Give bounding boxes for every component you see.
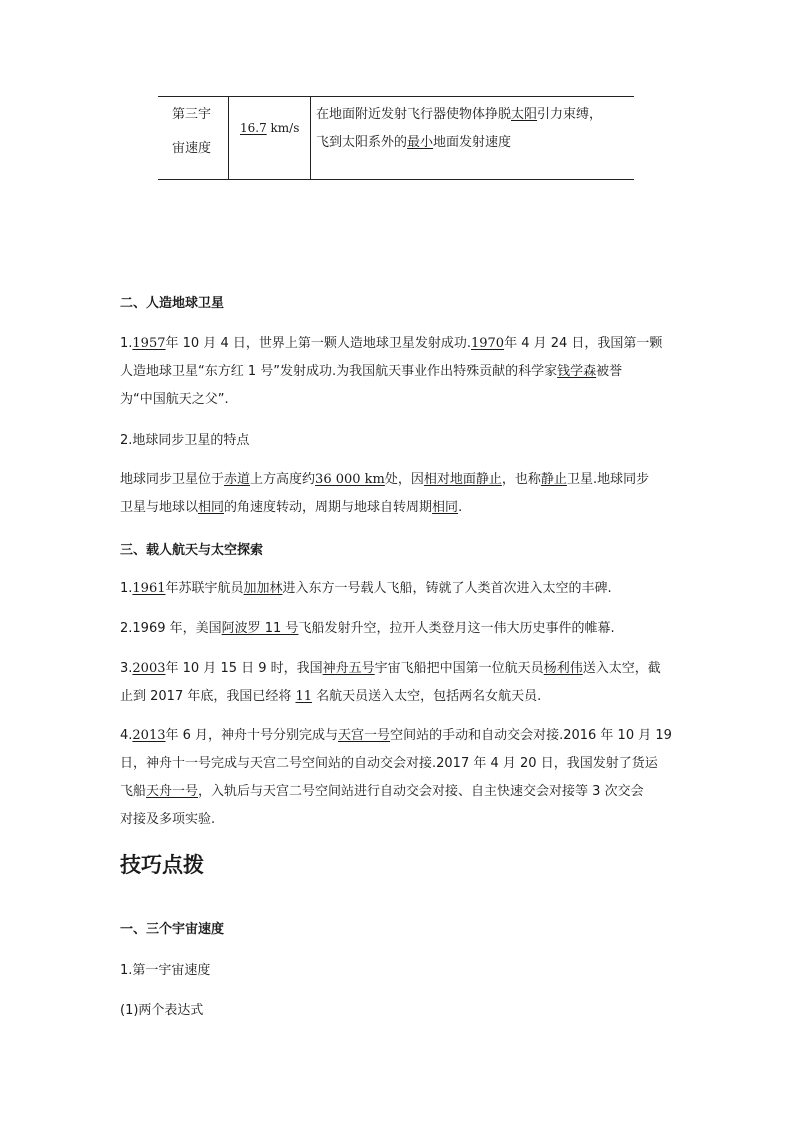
paragraph-sync-title: 2.地球同步卫星的特点 bbox=[120, 433, 250, 448]
tips-heading: 技巧点拨 bbox=[120, 853, 204, 877]
cell-name-line2: 宙速度 bbox=[172, 141, 212, 156]
paragraph-1957-line2: 人造地球卫星“东方红 1 号”发射成功.为我国航天事业作出特殊贡献的科学家钱学森被誉 bbox=[120, 364, 623, 379]
paragraph-2013-line3: 飞船天舟一号，入轨后与天宫二号空间站进行自动交会对接、自主快速交会对接等 3 次交会 bbox=[120, 784, 644, 799]
table-cell-value bbox=[228, 97, 311, 179]
tips-item-first-velocity: 1.第一宇宙速度 bbox=[120, 963, 211, 978]
description-line1: 在地面附近发射飞行器使物体挣脱太阳引力束缚， bbox=[316, 107, 603, 122]
section-heading-space: 三、载人航天与太空探索 bbox=[120, 543, 264, 558]
paragraph-2003-line1: 3.2003年 10 月 15 日 9 时，我国神舟五号宇宙飞船把中国第一位航天员杨利伟送入太空，截 bbox=[120, 661, 661, 676]
paragraph-1969: 2.1969 年，美国阿波罗 11 号飞船发射升空，拉开人类登月这一伟大历史事件的帷幕. bbox=[120, 621, 615, 636]
cell-value: 16.7 km/s bbox=[240, 121, 300, 135]
tips-subheading-velocities: 一、三个宇宙速度 bbox=[120, 922, 225, 937]
paragraph-sync-line2: 卫星与地球以相同的角速度转动，周期与地球自转周期相同. bbox=[120, 500, 463, 515]
tips-item-expressions: (1)两个表达式 bbox=[120, 1003, 204, 1018]
description-line2: 飞到太阳系外的最小地面发射速度 bbox=[316, 135, 512, 150]
velocity-table bbox=[158, 96, 634, 180]
table-cell-description bbox=[310, 97, 634, 179]
paragraph-2013-line2: 日，神舟十一号完成与天宫二号空间站的自动交会对接.2017 年 4 月 20 日，我国发射了货运 bbox=[120, 756, 658, 771]
section-heading-satellite: 二、人造地球卫星 bbox=[120, 296, 225, 311]
paragraph-1961: 1.1961年苏联宇航员加加林进入东方一号载人飞船，铸就了人类首次进入太空的丰碑. bbox=[120, 581, 612, 596]
paragraph-2013-line1: 4.2013年 6 月，神舟十号分别完成与天宫一号空间站的手动和自动交会对接.2016 年 10 月 19 bbox=[120, 728, 672, 743]
paragraph-1957-line3: 为“中国航天之父”. bbox=[120, 392, 229, 407]
paragraph-2013-line4: 对接及多项实验. bbox=[120, 812, 216, 827]
paragraph-2003-line2: 止到 2017 年底，我国已经将 11 名航天员送入太空，包括两名女航天员. bbox=[120, 689, 542, 704]
cell-name-line1: 第三宇 bbox=[172, 107, 212, 122]
paragraph-1957-line1: 1.1957年 10 月 4 日，世界上第一颗人造地球卫星发射成功.1970年 4 月 24 日，我国第一颗 bbox=[120, 336, 663, 351]
table-cell-name bbox=[158, 97, 229, 179]
paragraph-sync-line1: 地球同步卫星位于赤道上方高度约36 000 km处，因相对地面静止，也称静止卫星.地球同步 bbox=[120, 472, 650, 487]
